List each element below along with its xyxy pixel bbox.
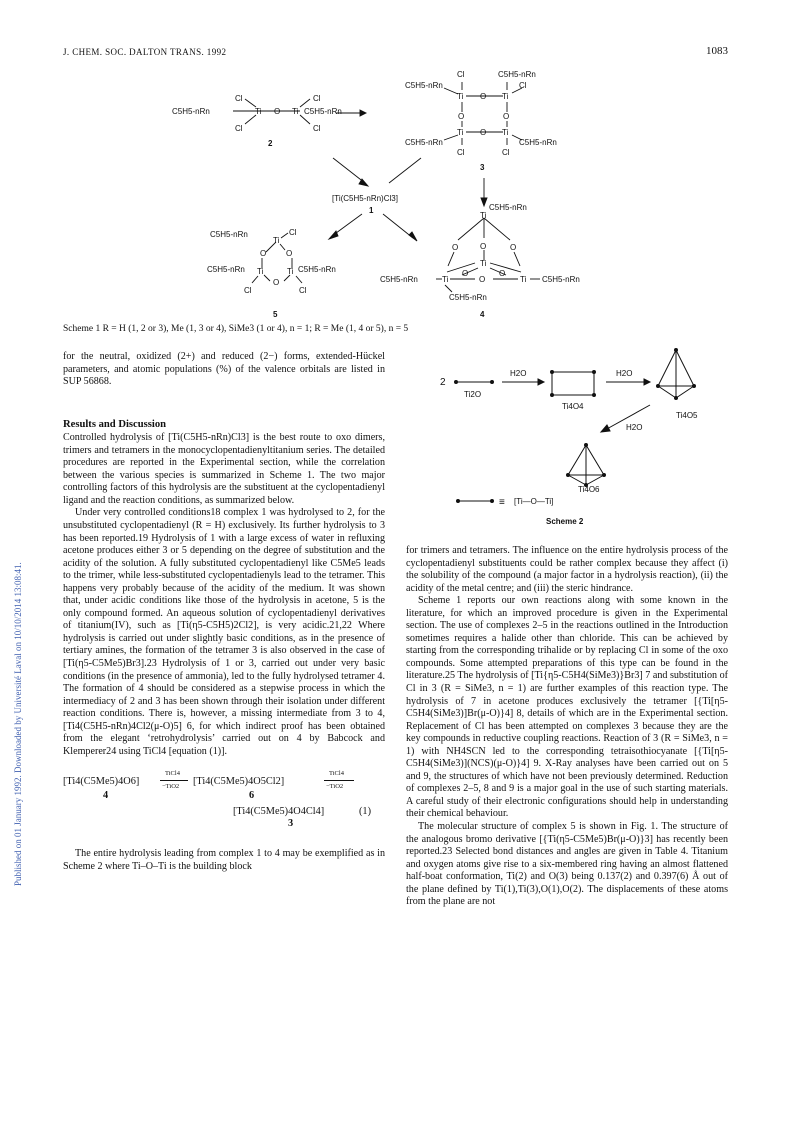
svg-text:C5H5-nRn: C5H5-nRn xyxy=(172,107,210,116)
svg-text:O: O xyxy=(286,249,293,258)
svg-text:C5H5-nRn: C5H5-nRn xyxy=(449,293,487,302)
paragraph: Scheme 1 reports our own reactions along with some known in the literature, for which an improved procedure is given in the Experimental section. The use of complexes 2–5 in the reactions outlined in the Introduction sometimes requires a halide other than chloride. This can be achieved by starting from the corresponding trihalide or by replacing Cl in some of the oxo compounds. Some attempted preparations of this type can be found in the literature.25 The hydrolysis of [Ti{η5-C5H4(SiMe3)}Br3] 7 and substitution of Cl in 3 (R = SiMe3, n = 1) are further examples of this reaction type. The hydrolysis of 7 in acetone produces exclusively the tetramer [{Ti[η5-C5H4(SiMe3)]Br(μ-O)}4] 8, details of which are in the Experimental section. Replacement of Cl has been attempted on complexes 3 because they are the key compounds in reductive coupling reactions. Reaction of 3 (R = SiMe3, n = 1) with NH4SCN led to the corresponding tetraisothiocyanate [{Ti[η5-C5H4(SiMe3)](NCS)(μ-O)}4] 9. X-Ray analyses have been carried out on 5 and 9, the structures of which have not been previously determined. Reduction of complexes 2–5, 8 and 9 is a major goal in the use of such starting materials. A careful study of their electronic configurations should help in understanding their chemical behaviour. xyxy=(406,595,728,820)
svg-text:≡: ≡ xyxy=(499,497,505,508)
paragraph: for trimers and tetramers. The influence on the entire hydrolysis process of the cyclopentadienyl substituents could be rather complex because they affect (i) the solubility of the compound (a major factor in a hydrolysis reaction), (ii) the acidity of the metal centre; and (iii) the steric hindrance. xyxy=(406,545,728,594)
svg-text:Ti: Ti xyxy=(480,211,487,220)
scheme-2-diagram xyxy=(400,345,720,535)
svg-text:Cl: Cl xyxy=(457,148,465,157)
svg-text:O: O xyxy=(499,269,506,278)
svg-text:C5H5-nRn: C5H5-nRn xyxy=(207,265,245,274)
svg-text:Ti: Ti xyxy=(480,259,487,268)
svg-text:O: O xyxy=(503,112,510,121)
svg-text:O: O xyxy=(480,92,487,101)
svg-text:H2O: H2O xyxy=(616,369,633,378)
svg-text:Cl: Cl xyxy=(313,94,321,103)
svg-text:O: O xyxy=(480,128,487,137)
page-number: 1083 xyxy=(706,45,728,57)
svg-text:1: 1 xyxy=(369,206,374,215)
svg-text:Ti: Ti xyxy=(502,128,509,137)
svg-text:C5H5-nRn: C5H5-nRn xyxy=(498,70,536,79)
svg-text:4: 4 xyxy=(480,310,485,319)
svg-text:O: O xyxy=(480,242,487,251)
svg-text:[Ti(C5H5-nRn)Cl3]: [Ti(C5H5-nRn)Cl3] xyxy=(332,194,398,203)
svg-text:C5H5-nRn: C5H5-nRn xyxy=(210,230,248,239)
svg-text:C5H5-nRn: C5H5-nRn xyxy=(489,203,527,212)
svg-text:Ti: Ti xyxy=(255,107,262,116)
svg-text:Scheme 2: Scheme 2 xyxy=(546,517,584,526)
svg-text:5: 5 xyxy=(273,310,278,319)
svg-text:Ti: Ti xyxy=(442,275,449,284)
svg-text:Cl: Cl xyxy=(289,228,297,237)
equation-1: [Ti4(C5Me5)4O6] TiCl4 −TiO2 [Ti4(C5Me5)4O5Cl2] TiCl4 −TiO2 4 6 [Ti4(C5Me5)4O4Cl4] (1) 3 xyxy=(63,770,372,830)
scheme-1-diagram xyxy=(0,0,792,340)
section-heading: Results and Discussion xyxy=(63,418,167,430)
svg-text:Cl: Cl xyxy=(235,124,243,133)
svg-text:Ti: Ti xyxy=(520,275,527,284)
svg-text:Ti: Ti xyxy=(287,267,294,276)
svg-text:Ti: Ti xyxy=(292,107,299,116)
svg-text:C5H5-nRn: C5H5-nRn xyxy=(405,81,443,90)
svg-text:O: O xyxy=(274,107,281,116)
svg-text:Ti: Ti xyxy=(502,92,509,101)
svg-text:O: O xyxy=(260,249,267,258)
svg-text:Ti: Ti xyxy=(457,128,464,137)
svg-text:C5H5-nRn: C5H5-nRn xyxy=(380,275,418,284)
svg-text:Ti: Ti xyxy=(257,267,264,276)
svg-text:Ti4O5: Ti4O5 xyxy=(676,411,698,420)
svg-text:2: 2 xyxy=(440,377,446,388)
svg-text:C5H5-nRn: C5H5-nRn xyxy=(304,107,342,116)
svg-text:Ti2O: Ti2O xyxy=(464,390,482,399)
intro-paragraph: for the neutral, oxidized (2+) and reduced (2−) forms, extended-Hückel parameters, and atomic populations (%) of the valence orbitals are listed in SUP 56868. xyxy=(63,351,385,388)
svg-text:Cl: Cl xyxy=(457,70,465,79)
download-watermark: Published on 01 January 1992. Downloaded by Université Laval on 10/10/2014 13:08:41. xyxy=(13,562,23,886)
svg-text:3: 3 xyxy=(480,163,485,172)
svg-text:O: O xyxy=(273,278,280,287)
svg-text:[Ti—O—Ti]: [Ti—O—Ti] xyxy=(514,497,554,506)
svg-text:Ti4O6: Ti4O6 xyxy=(578,485,600,494)
paragraph: Controlled hydrolysis of [Ti(C5H5-nRn)Cl3] is the best route to oxo dimers, trimers and tetramers in the monocyclopentadienyltitanium series. The detailed procedures are reported in the Experimental section, while the correlation between the various species is summarized in Scheme 1. The two major controlling factors of this hydrolysis are the substituent at the cyclopentadienyl ligand and the reaction conditions, as summarized below. xyxy=(63,432,385,506)
running-header: J. CHEM. SOC. DALTON TRANS. 1992 xyxy=(63,47,227,57)
svg-text:O: O xyxy=(452,243,459,252)
svg-text:Ti4O4: Ti4O4 xyxy=(562,402,584,411)
svg-text:Cl: Cl xyxy=(502,148,510,157)
svg-text:Cl: Cl xyxy=(235,94,243,103)
svg-text:2: 2 xyxy=(268,139,273,148)
paragraph: The entire hydrolysis leading from complex 1 to 4 may be exemplified as in Scheme 2 where Ti–O–Ti is the building block xyxy=(63,848,385,872)
svg-text:H2O: H2O xyxy=(626,423,643,432)
svg-text:Cl: Cl xyxy=(299,286,307,295)
svg-text:O: O xyxy=(510,243,517,252)
svg-text:Cl: Cl xyxy=(244,286,252,295)
svg-text:C5H5-nRn: C5H5-nRn xyxy=(519,138,557,147)
svg-text:C5H5-nRn: C5H5-nRn xyxy=(298,265,336,274)
svg-text:O: O xyxy=(462,269,469,278)
left-column xyxy=(63,351,385,874)
right-column xyxy=(406,545,728,909)
svg-text:H2O: H2O xyxy=(510,369,527,378)
scheme-1-caption: Scheme 1 R = H (1, 2 or 3), Me (1, 3 or 4), SiMe3 (1 or 4), n = 1; R = Me (1, 4 or 5), n = 5 xyxy=(63,324,409,334)
svg-text:O: O xyxy=(479,275,486,284)
paragraph: The molecular structure of complex 5 is shown in Fig. 1. The structure of the analogous bromo derivative [{Ti(η5-C5Me5)Br(μ-O)}3] has recently been reported.23 Selected bond distances and angles are given in Table 4. Titanium and oxygen atoms give rise to a six-membered ring having an almost flattened half-boat conformation, Ti(2) and O(3) being 0.137(2) and 0.397(6) Å out of the plane defined by Ti(1),Ti(3),O(1),O(2). The displacements of these atoms from the plane are not xyxy=(406,821,728,908)
paragraph: Under very controlled conditions18 complex 1 was hydrolysed to 2, for the unsubstituted cyclopentadienyl (R = H) exclusively. Its further hydrolysis to 3 has been reported.19 Hydrolysis of 1 with a large excess of water in refluxing acetone produces either 3 or 5 depending on the degree of substitution and the acidity of the solution. A fully substituted cyclopentadienyl like C5Me5 leads to the trimer, while less-substituted cyclopentadienyls lead to the tetramer. This happens very probably because of the acidity of the medium. It was shown that, under acidic conditions like those of the hydrolysis in acetone, 5 is the only compound formed. An aqueous solution of cyclopentadienyl derivatives of titanium(IV), such as [Ti(η5-C5H5)2Cl2], is very acidic.21,22 Where hydrolysis is carried out under slightly basic conditions, as in the presence of tertiary amines, the formation of the tetramer 3 is also observed in the case of [Ti(η5-C5Me5)Br3].23 Hydrolysis of 1 or 3, carried out under very basic conditions (in the presence of ammonia), led to the fully hydrolysed tetramer 4. The formation of 4 should be considered as a stepwise process in which the intermediacy of 2 and 3 has been shown through their isolation under different reaction conditions. There is, however, a missing intermediate from 3 to 4, [Ti4(C5H5-nRn)4Cl2(μ-O)5] 6, for which indirect proof has been obtained from the elegant ‘retrohydrolysis’ carried out on 4 by Babcock and Klemperer24 using TiCl4 [equation (1)]. xyxy=(63,507,385,757)
svg-text:Ti: Ti xyxy=(457,92,464,101)
svg-text:Ti: Ti xyxy=(273,236,280,245)
svg-text:Cl: Cl xyxy=(313,124,321,133)
svg-text:C5H5-nRn: C5H5-nRn xyxy=(542,275,580,284)
svg-text:C5H5-nRn: C5H5-nRn xyxy=(405,138,443,147)
svg-text:O: O xyxy=(458,112,465,121)
svg-text:Cl: Cl xyxy=(519,81,527,90)
